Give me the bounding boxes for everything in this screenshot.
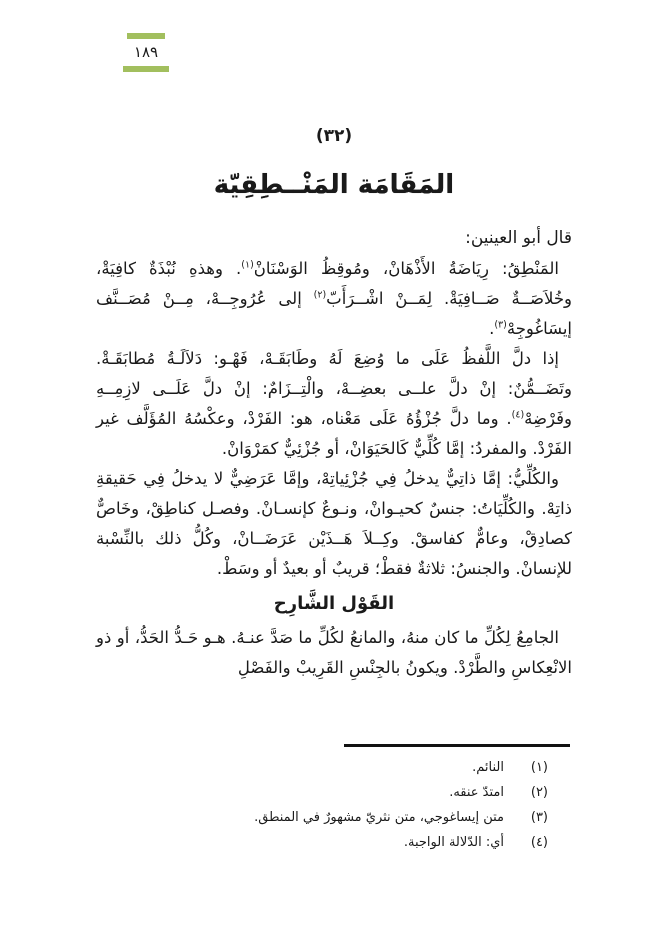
footnote-row bbox=[60, 780, 548, 805]
footnote-row bbox=[60, 805, 548, 830]
footnote-separator bbox=[344, 744, 570, 747]
footnote-number: (١) bbox=[530, 760, 548, 775]
footnote-gap bbox=[504, 830, 522, 855]
page-number-rule-bottom bbox=[123, 66, 169, 72]
footnote-row bbox=[60, 830, 548, 855]
footnotes bbox=[60, 755, 548, 855]
paragraph: والكُلِّيُّ: إمَّا ذاتِيٌّ يدخلُ فِي جُزْئِياتِهْ، وإمَّا عَرَضِيٌّ لا يدخلُ فِي حَقيقةِ ذاتِهْ. والكُلِّيَاتُ: جنسٌ كحيـوانْ، ونـوعٌ كإنسـانْ. وفصـل كناطِقْ، وخَاصٌّ كصادِقْ، وعامٌّ كفاسقْ. وكِــلاَ هَــذَيْن عَرَضَــانْ، وكُلُّ ذلك بالنِّسْبة للإنسانْ. والجنسُ: ثلاثةٌ فقطْ؛ قريبٌ أو بعيدٌ أو وسَطْ. bbox=[96, 469, 572, 578]
section-number: (٣٢) bbox=[315, 126, 353, 146]
commentary-paragraphs bbox=[96, 623, 572, 683]
subheading-commentary: القَوْل الشَّارِح bbox=[273, 593, 395, 614]
page-number-block bbox=[123, 33, 169, 72]
paragraph: الجامِعُ لِكُلِّ ما كان منهُ، والمانعُ لكُلِّ ما صَدَّ عنـهُ. هـو حَـدُّ الحَدُّ، أو ذو الانْعِكاسِ والطَّرْدْ. ويكونُ بالجِنْسِ القَرِيبْ والفَصْلِ bbox=[96, 628, 572, 677]
speaker-line: قال أبو العينين: bbox=[465, 228, 572, 248]
footnote-number: (٢) bbox=[530, 785, 548, 800]
paragraph: المَنْطِقُ: رِيَاضَةُ الأَذْهَانْ، ومُوقِظُ الوَسْنَانْ$^{(١)}$. وهذهِ نُبْذَةٌ كافِيَةْ، وخُلاَصَــةٌ صَــافِيَةْ. لِمَــنْ اشْــرَأَبّ$^{(٢)}$ إلى عُرُوجِــهْ، مِــنْ مُصَــنَّف إيسَاغُوجِهْ$^{(٣)}$. bbox=[96, 259, 572, 338]
footnote-text: أي: الدّلالة الواجبة. bbox=[403, 835, 504, 850]
footnote-number: (٤) bbox=[530, 835, 548, 850]
body-paragraphs bbox=[96, 254, 572, 584]
text-column bbox=[96, 126, 572, 683]
footnote-gap bbox=[504, 780, 522, 805]
page-number: ١٨٩ bbox=[133, 43, 159, 61]
footnote-text: امتدّ عنقه. bbox=[449, 785, 504, 800]
footnote-gap bbox=[504, 755, 522, 780]
footnote-row bbox=[60, 755, 548, 780]
footnote-text: النائم. bbox=[472, 760, 504, 775]
page-title: المَقَامَة المَنْــطِقِيّة bbox=[213, 170, 455, 200]
footnote-text: متن إيساغوجي، متن نثريّ مشهورٌ في المنطق. bbox=[254, 810, 504, 825]
footnote-number: (٣) bbox=[530, 810, 548, 825]
paragraph: إذا دلَّ اللَّفظُ عَلَى ما وُضِعَ لَهُ وطَابَقَـهْ، فَهْـو: دَلاَلَـةُ مُطابَقَـةْ. وتَضَــمُّنٌ: إنْ دلَّ علــى بعضِــهْ، والْتِــزَامٌ: إنْ دلَّ عَلَــى لازِمِــهِ وفَرْضِهْ$^{(٤)}$. وما دلَّ جُزْؤُهُ عَلَى مَعْناه، هو: الفَرْدْ، وعكْسُهُ المُؤَلَّف غير الفَرْدْ. والمفردُ: إمَّا كُلِّيٌّ كَالحَيَوَانْ، أو جُزْئِيٌّ كمَرْوَانْ. bbox=[96, 349, 572, 458]
footnote-gap bbox=[504, 805, 522, 830]
